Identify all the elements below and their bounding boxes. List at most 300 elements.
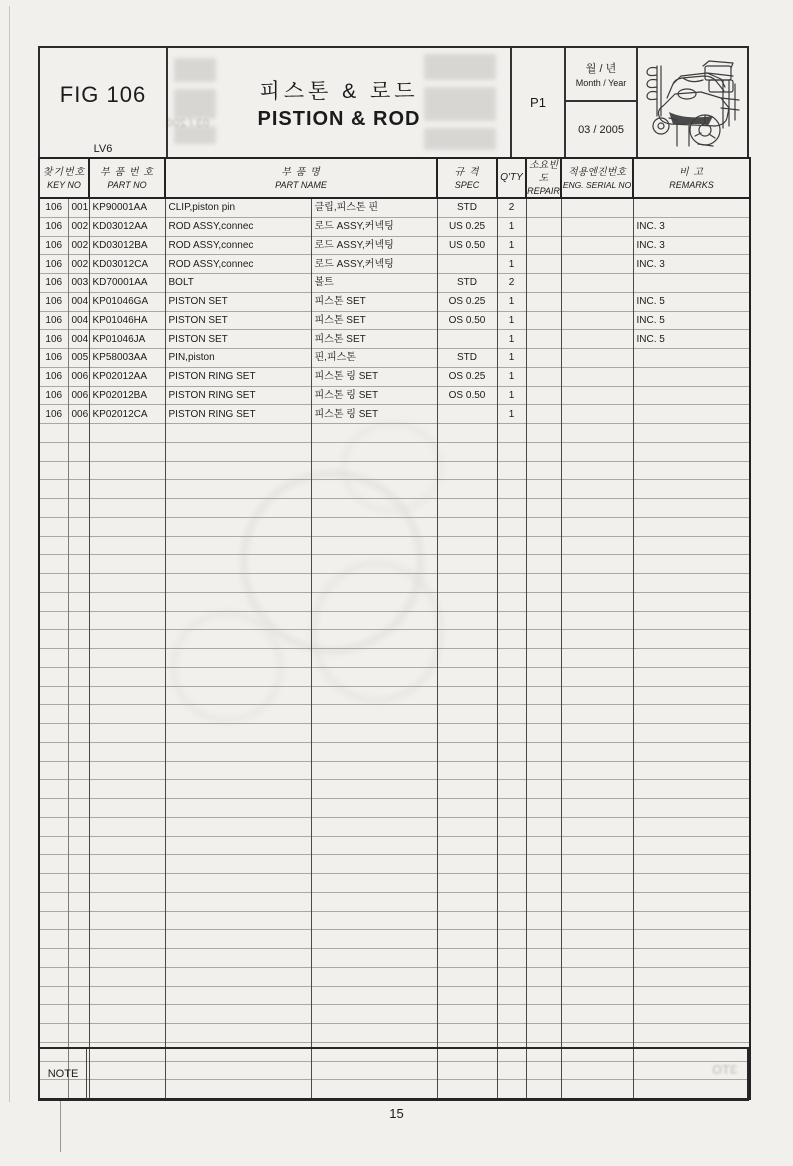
cell-spec — [437, 892, 497, 911]
cell-serial — [561, 630, 633, 649]
cell-remarks — [633, 536, 750, 555]
cell-fig: 106 — [39, 405, 68, 424]
cell-name-en — [165, 686, 311, 705]
cell-name-en: PISTON RING SET — [165, 367, 311, 386]
cell-spec — [437, 724, 497, 743]
cell-name-ko — [311, 461, 437, 480]
cell-remarks: INC. 5 — [633, 311, 750, 330]
cell-qty — [497, 574, 526, 593]
cell-key — [68, 705, 89, 724]
cell-name-ko — [311, 780, 437, 799]
cell-name-en — [165, 461, 311, 480]
note-label: NOTE — [40, 1049, 87, 1099]
empty-row — [39, 855, 750, 874]
cell-remarks: INC. 5 — [633, 292, 750, 311]
cell-part-no — [89, 592, 165, 611]
cell-part-no — [89, 911, 165, 930]
cell-serial — [561, 255, 633, 274]
cell-key — [68, 986, 89, 1005]
issue-date: 03 / 2005 — [578, 123, 624, 136]
cell-fig: 106 — [39, 330, 68, 349]
month-year-caption — [566, 48, 636, 102]
cell-spec — [437, 967, 497, 986]
cell-qty: 2 — [497, 274, 526, 293]
cell-name-en — [165, 1024, 311, 1043]
cell-remarks — [633, 911, 750, 930]
cell-name-ko: 피스톤 SET — [311, 311, 437, 330]
cell-part-no — [89, 1005, 165, 1024]
cell-name-en — [165, 499, 311, 518]
cell-name-ko — [311, 517, 437, 536]
cell-fig: 106 — [39, 349, 68, 368]
cell-repair — [526, 386, 561, 405]
parts-table-body — [39, 198, 750, 1099]
cell-name-ko — [311, 611, 437, 630]
cell-name-ko: 볼트 — [311, 274, 437, 293]
cell-remarks — [633, 555, 750, 574]
cell-serial — [561, 761, 633, 780]
cell-repair — [526, 311, 561, 330]
col-header-part-name: 부 품 명 PART NAME — [165, 158, 437, 198]
cell-name-ko — [311, 592, 437, 611]
cell-spec — [437, 499, 497, 518]
cell-serial — [561, 386, 633, 405]
table-row — [39, 274, 750, 293]
cell-name-en — [165, 799, 311, 818]
cell-repair — [526, 274, 561, 293]
table-row — [39, 349, 750, 368]
cell-repair — [526, 236, 561, 255]
cell-name-ko: 로드 ASSY,커넥팅 — [311, 236, 437, 255]
cell-name-ko — [311, 1005, 437, 1024]
empty-row — [39, 930, 750, 949]
cell-repair — [526, 967, 561, 986]
cell-remarks — [633, 630, 750, 649]
empty-row — [39, 649, 750, 668]
cell-qty — [497, 874, 526, 893]
empty-row — [39, 1005, 750, 1024]
cell-repair — [526, 367, 561, 386]
cell-serial — [561, 1005, 633, 1024]
cell-name-ko: 피스톤 링 SET — [311, 367, 437, 386]
cell-qty: 1 — [497, 386, 526, 405]
parts-table — [38, 157, 751, 1100]
cell-spec — [437, 817, 497, 836]
cell-repair — [526, 405, 561, 424]
cell-remarks — [633, 198, 750, 217]
cell-part-no: KP58003AA — [89, 349, 165, 368]
cell-serial — [561, 536, 633, 555]
empty-row — [39, 1024, 750, 1043]
cell-key: 004 — [68, 330, 89, 349]
cell-part-no — [89, 836, 165, 855]
cell-fig — [39, 855, 68, 874]
cell-remarks — [633, 686, 750, 705]
cell-spec — [437, 574, 497, 593]
cell-qty — [497, 630, 526, 649]
cell-repair — [526, 574, 561, 593]
table-row — [39, 236, 750, 255]
cell-serial — [561, 911, 633, 930]
cell-qty — [497, 724, 526, 743]
cell-name-ko — [311, 424, 437, 443]
cell-name-en — [165, 724, 311, 743]
cell-qty: 1 — [497, 405, 526, 424]
cell-part-no — [89, 761, 165, 780]
cell-serial — [561, 555, 633, 574]
cell-fig — [39, 574, 68, 593]
cell-spec — [437, 424, 497, 443]
page-number: 15 — [389, 1106, 404, 1121]
cell-remarks — [633, 949, 750, 968]
cell-repair — [526, 555, 561, 574]
cell-name-en — [165, 780, 311, 799]
cell-spec — [437, 442, 497, 461]
cell-name-ko — [311, 911, 437, 930]
cell-key — [68, 855, 89, 874]
cell-spec — [437, 536, 497, 555]
cell-qty — [497, 667, 526, 686]
cell-name-en — [165, 742, 311, 761]
cell-key: 006 — [68, 367, 89, 386]
empty-row — [39, 574, 750, 593]
cell-spec — [437, 517, 497, 536]
cell-name-en — [165, 855, 311, 874]
cell-repair — [526, 649, 561, 668]
cell-remarks — [633, 442, 750, 461]
cell-remarks: INC. 5 — [633, 330, 750, 349]
cell-qty: 1 — [497, 255, 526, 274]
cell-fig — [39, 555, 68, 574]
cell-fig: 106 — [39, 386, 68, 405]
title-cell — [166, 48, 510, 157]
cell-qty: 1 — [497, 217, 526, 236]
cell-fig — [39, 630, 68, 649]
cell-repair — [526, 705, 561, 724]
cell-fig — [39, 424, 68, 443]
cell-qty — [497, 986, 526, 1005]
cell-name-ko — [311, 667, 437, 686]
table-row — [39, 292, 750, 311]
cell-name-en: PISTON SET — [165, 292, 311, 311]
empty-row — [39, 817, 750, 836]
cell-spec: OS 0.25 — [437, 292, 497, 311]
cell-name-ko: 피스톤 SET — [311, 292, 437, 311]
cell-part-no — [89, 874, 165, 893]
cell-part-no — [89, 442, 165, 461]
cell-serial — [561, 930, 633, 949]
cell-serial — [561, 461, 633, 480]
cell-fig — [39, 592, 68, 611]
cell-key — [68, 911, 89, 930]
cell-serial — [561, 705, 633, 724]
cell-repair — [526, 217, 561, 236]
empty-row — [39, 949, 750, 968]
cell-repair — [526, 330, 561, 349]
cell-repair — [526, 892, 561, 911]
empty-row — [39, 667, 750, 686]
cell-name-en: PIN,piston — [165, 349, 311, 368]
cell-serial — [561, 799, 633, 818]
note-content — [87, 1049, 747, 1099]
cell-serial — [561, 817, 633, 836]
empty-row — [39, 592, 750, 611]
cell-name-ko: 핀,피스톤 — [311, 349, 437, 368]
cell-name-ko: 로드 ASSY,커넥팅 — [311, 217, 437, 236]
cell-key — [68, 1005, 89, 1024]
cell-key — [68, 461, 89, 480]
cell-spec — [437, 555, 497, 574]
cell-spec — [437, 611, 497, 630]
cell-name-en: PISTON RING SET — [165, 386, 311, 405]
cell-spec — [437, 330, 497, 349]
cell-spec — [437, 649, 497, 668]
cell-serial — [561, 274, 633, 293]
empty-row — [39, 892, 750, 911]
cell-fig: 106 — [39, 236, 68, 255]
cell-spec — [437, 461, 497, 480]
cell-serial — [561, 1024, 633, 1043]
cell-spec — [437, 855, 497, 874]
cell-name-ko — [311, 986, 437, 1005]
cell-fig — [39, 442, 68, 461]
cell-spec: OS 0.50 — [437, 386, 497, 405]
cell-qty — [497, 855, 526, 874]
cell-part-no — [89, 667, 165, 686]
cell-fig — [39, 967, 68, 986]
cell-part-no: KP01046GA — [89, 292, 165, 311]
col-header-qty: Q'TY — [497, 158, 526, 198]
engine-line-drawing-icon — [643, 54, 743, 152]
cell-remarks — [633, 761, 750, 780]
cell-repair — [526, 424, 561, 443]
cell-fig — [39, 799, 68, 818]
cell-qty — [497, 555, 526, 574]
cell-key: 006 — [68, 386, 89, 405]
cell-repair — [526, 780, 561, 799]
cell-serial — [561, 217, 633, 236]
cell-serial — [561, 330, 633, 349]
cell-fig — [39, 817, 68, 836]
empty-row — [39, 499, 750, 518]
col-header-spec: 규 격 SPEC — [437, 158, 497, 198]
cell-spec: STD — [437, 198, 497, 217]
cell-qty — [497, 424, 526, 443]
cell-fig: 106 — [39, 217, 68, 236]
cell-remarks — [633, 517, 750, 536]
cell-serial — [561, 855, 633, 874]
cell-spec — [437, 874, 497, 893]
cell-remarks — [633, 649, 750, 668]
cell-part-no — [89, 892, 165, 911]
cell-fig — [39, 780, 68, 799]
cell-fig: 106 — [39, 311, 68, 330]
page-title-korean: 피스톤 & 로드 — [259, 79, 419, 103]
cell-remarks — [633, 367, 750, 386]
table-row — [39, 198, 750, 217]
cell-remarks — [633, 967, 750, 986]
cell-remarks — [633, 1005, 750, 1024]
cell-name-en — [165, 949, 311, 968]
cell-part-no: KP01046JA — [89, 330, 165, 349]
cell-name-ko — [311, 742, 437, 761]
cell-qty — [497, 1024, 526, 1043]
cell-repair — [526, 949, 561, 968]
cell-fig: 106 — [39, 198, 68, 217]
cell-qty: 1 — [497, 367, 526, 386]
cell-qty: 1 — [497, 311, 526, 330]
cell-repair — [526, 292, 561, 311]
cell-remarks — [633, 405, 750, 424]
cell-part-no: KP02012BA — [89, 386, 165, 405]
cell-name-en: PISTON SET — [165, 311, 311, 330]
cell-spec — [437, 930, 497, 949]
cell-qty: 1 — [497, 236, 526, 255]
cell-name-ko — [311, 761, 437, 780]
cell-fig — [39, 724, 68, 743]
table-header-row — [39, 158, 750, 198]
cell-serial — [561, 198, 633, 217]
cell-key — [68, 574, 89, 593]
cell-key — [68, 836, 89, 855]
cell-key: 001 — [68, 198, 89, 217]
cell-name-en: PISTON RING SET — [165, 405, 311, 424]
cell-name-ko: 로드 ASSY,커넥팅 — [311, 255, 437, 274]
cell-remarks — [633, 274, 750, 293]
cell-name-ko: 피스톤 SET — [311, 330, 437, 349]
cell-serial — [561, 349, 633, 368]
cell-part-no: KP02012CA — [89, 405, 165, 424]
cell-serial — [561, 649, 633, 668]
table-row — [39, 405, 750, 424]
note-box — [38, 1047, 749, 1101]
cell-spec: US 0.25 — [437, 217, 497, 236]
cell-key — [68, 686, 89, 705]
cell-serial — [561, 517, 633, 536]
cell-part-no — [89, 536, 165, 555]
cell-name-en — [165, 892, 311, 911]
cell-repair — [526, 255, 561, 274]
table-row — [39, 311, 750, 330]
cell-qty — [497, 967, 526, 986]
cell-key — [68, 874, 89, 893]
cell-repair — [526, 461, 561, 480]
cell-qty — [497, 611, 526, 630]
cell-serial — [561, 367, 633, 386]
cell-name-ko — [311, 855, 437, 874]
empty-row — [39, 461, 750, 480]
empty-row — [39, 536, 750, 555]
cell-part-no — [89, 780, 165, 799]
cell-key — [68, 930, 89, 949]
cell-serial — [561, 311, 633, 330]
cell-serial — [561, 442, 633, 461]
cell-spec — [437, 911, 497, 930]
cell-spec: OS 0.25 — [437, 367, 497, 386]
cell-name-ko: 피스톤 링 SET — [311, 405, 437, 424]
cell-repair — [526, 1005, 561, 1024]
cell-part-no — [89, 855, 165, 874]
page-code: P1 — [510, 48, 564, 157]
cell-qty — [497, 536, 526, 555]
cell-spec — [437, 480, 497, 499]
cell-spec — [437, 986, 497, 1005]
cell-part-no: KD70001AA — [89, 274, 165, 293]
cell-name-en — [165, 517, 311, 536]
cell-fig — [39, 667, 68, 686]
cell-serial — [561, 892, 633, 911]
cell-key — [68, 499, 89, 518]
cell-qty — [497, 817, 526, 836]
cell-fig — [39, 461, 68, 480]
cell-fig — [39, 874, 68, 893]
cell-key: 002 — [68, 255, 89, 274]
month-year-korean: 월 / 년 — [585, 63, 617, 75]
cell-spec: OS 0.50 — [437, 311, 497, 330]
cell-fig — [39, 1024, 68, 1043]
cell-name-ko: 클립,피스톤 핀 — [311, 198, 437, 217]
cell-key — [68, 536, 89, 555]
empty-row — [39, 911, 750, 930]
cell-qty — [497, 1005, 526, 1024]
col-header-remarks: 비 고 REMARKS — [633, 158, 750, 198]
cell-qty — [497, 499, 526, 518]
cell-key — [68, 517, 89, 536]
cell-name-en — [165, 986, 311, 1005]
cell-name-en — [165, 592, 311, 611]
cell-qty — [497, 649, 526, 668]
cell-key — [68, 742, 89, 761]
cell-name-ko — [311, 892, 437, 911]
cell-spec — [437, 592, 497, 611]
cell-fig — [39, 536, 68, 555]
cell-fig — [39, 911, 68, 930]
col-header-part-no: 부 품 번 호 PART NO — [89, 158, 165, 198]
cell-remarks — [633, 499, 750, 518]
cell-repair — [526, 855, 561, 874]
cell-fig: 106 — [39, 292, 68, 311]
empty-row — [39, 967, 750, 986]
cell-key: 005 — [68, 349, 89, 368]
cell-part-no — [89, 930, 165, 949]
cell-serial — [561, 667, 633, 686]
cell-part-no — [89, 1024, 165, 1043]
table-row — [39, 217, 750, 236]
cell-key — [68, 667, 89, 686]
model-code: LV6 — [93, 143, 113, 155]
cell-remarks — [633, 817, 750, 836]
month-year-cell — [564, 48, 636, 157]
cell-part-no — [89, 649, 165, 668]
cell-part-no: KD03012CA — [89, 255, 165, 274]
cell-spec — [437, 1024, 497, 1043]
cell-repair — [526, 667, 561, 686]
cell-name-ko — [311, 817, 437, 836]
cell-name-ko — [311, 836, 437, 855]
empty-row — [39, 555, 750, 574]
cell-name-en — [165, 574, 311, 593]
cell-remarks — [633, 874, 750, 893]
cell-remarks — [633, 799, 750, 818]
cell-repair — [526, 986, 561, 1005]
cell-remarks — [633, 705, 750, 724]
col-header-repair: 소요빈도 REPAIR — [527, 160, 560, 196]
cell-key — [68, 480, 89, 499]
cell-name-en — [165, 1005, 311, 1024]
cell-fig: 106 — [39, 367, 68, 386]
cell-part-no: KP90001AA — [89, 198, 165, 217]
cell-repair — [526, 630, 561, 649]
